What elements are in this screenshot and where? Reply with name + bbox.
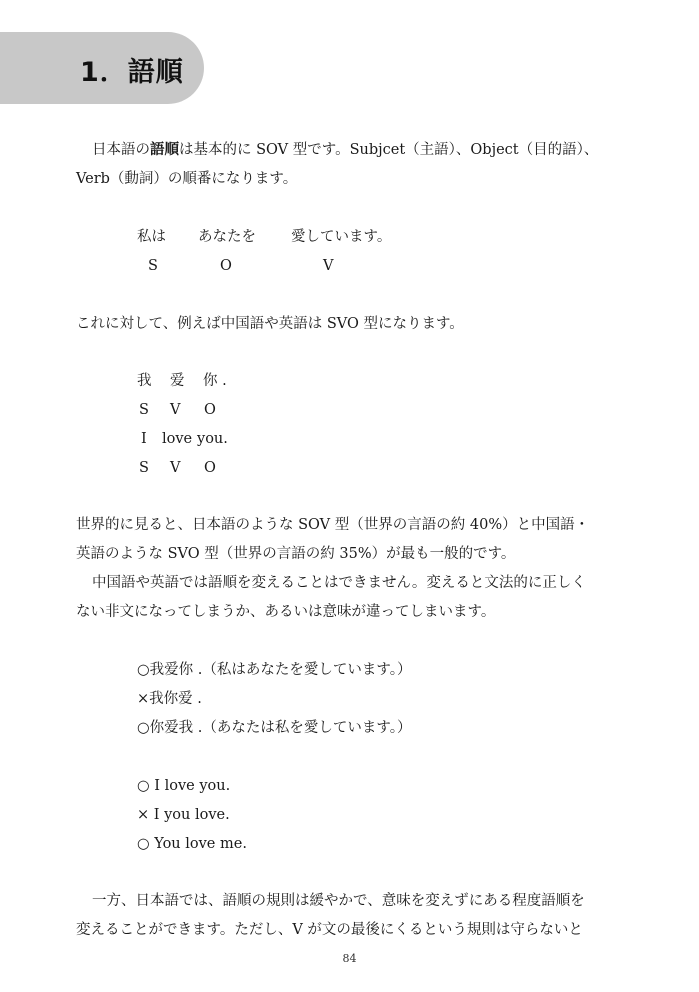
ex-ja-word3: 愛しています。 bbox=[291, 229, 392, 245]
en-word-1: I bbox=[141, 431, 147, 447]
zh-example-2: ×我你爱 . bbox=[137, 691, 202, 707]
para2: これに対して、例えば中国語や英語は SVO 型になります。 bbox=[76, 316, 464, 332]
section-heading: 1．語順 bbox=[80, 57, 184, 88]
ex-ja-word2: あなたを bbox=[198, 229, 256, 245]
para1-line2: Verb（動詞）の順番になります。 bbox=[76, 171, 298, 187]
para3-line4: ない非文になってしまうか、あるいは意味が違ってしまいます。 bbox=[76, 604, 496, 620]
zh-example-1: ○我爱你 .（私はあなたを愛しています。） bbox=[137, 662, 412, 678]
zh-word-3: 你 . bbox=[203, 373, 227, 389]
en-example-2: × I you love. bbox=[137, 807, 230, 823]
ex-ja-word1: 私は bbox=[137, 229, 166, 245]
ex-ja-label-v: V bbox=[323, 258, 334, 274]
en-word-3: you. bbox=[197, 431, 228, 447]
zh-label-o: O bbox=[204, 402, 216, 418]
para3-line1: 世界的に見ると、日本語のような SOV 型（世界の言語の約 40%）と中国語・ bbox=[76, 517, 590, 533]
en-label-v: V bbox=[170, 460, 181, 476]
ex-ja-label-s: S bbox=[148, 258, 158, 274]
para4-line2: 変えることができます。ただし、V が文の最後にくるという規則は守らないと bbox=[76, 922, 583, 938]
en-label-o: O bbox=[204, 460, 216, 476]
zh-word-1: 我 bbox=[137, 373, 152, 389]
zh-word-2: 爱 bbox=[170, 373, 185, 389]
en-label-s: S bbox=[139, 460, 149, 476]
para1-text-cont: は基本的に SOV 型です。Subjcet（主語）、Object（目的語）、 bbox=[179, 142, 599, 158]
en-example-1: ○ I love you. bbox=[137, 778, 231, 794]
ex-ja-label-o: O bbox=[220, 258, 232, 274]
page-number: 84 bbox=[342, 952, 357, 965]
para1-text: 日本語の bbox=[92, 142, 150, 158]
para3-line2: 英語のような SVO 型（世界の言語の約 35%）が最も一般的です。 bbox=[76, 546, 516, 562]
zh-example-3: ○你爱我 .（あなたは私を愛しています。） bbox=[137, 720, 412, 736]
para1-line1 bbox=[92, 140, 598, 160]
zh-label-v: V bbox=[170, 402, 181, 418]
en-example-3: ○ You love me. bbox=[137, 836, 247, 852]
keyword-word-order: 語順 bbox=[150, 142, 179, 158]
zh-label-s: S bbox=[139, 402, 149, 418]
para4-line1: 一方、日本語では、語順の規則は緩やかで、意味を変えずにある程度語順を bbox=[92, 893, 585, 909]
para3-line3: 中国語や英語では語順を変えることはできません。変えると文法的に正しく bbox=[92, 575, 586, 591]
en-word-2: love bbox=[162, 431, 193, 447]
